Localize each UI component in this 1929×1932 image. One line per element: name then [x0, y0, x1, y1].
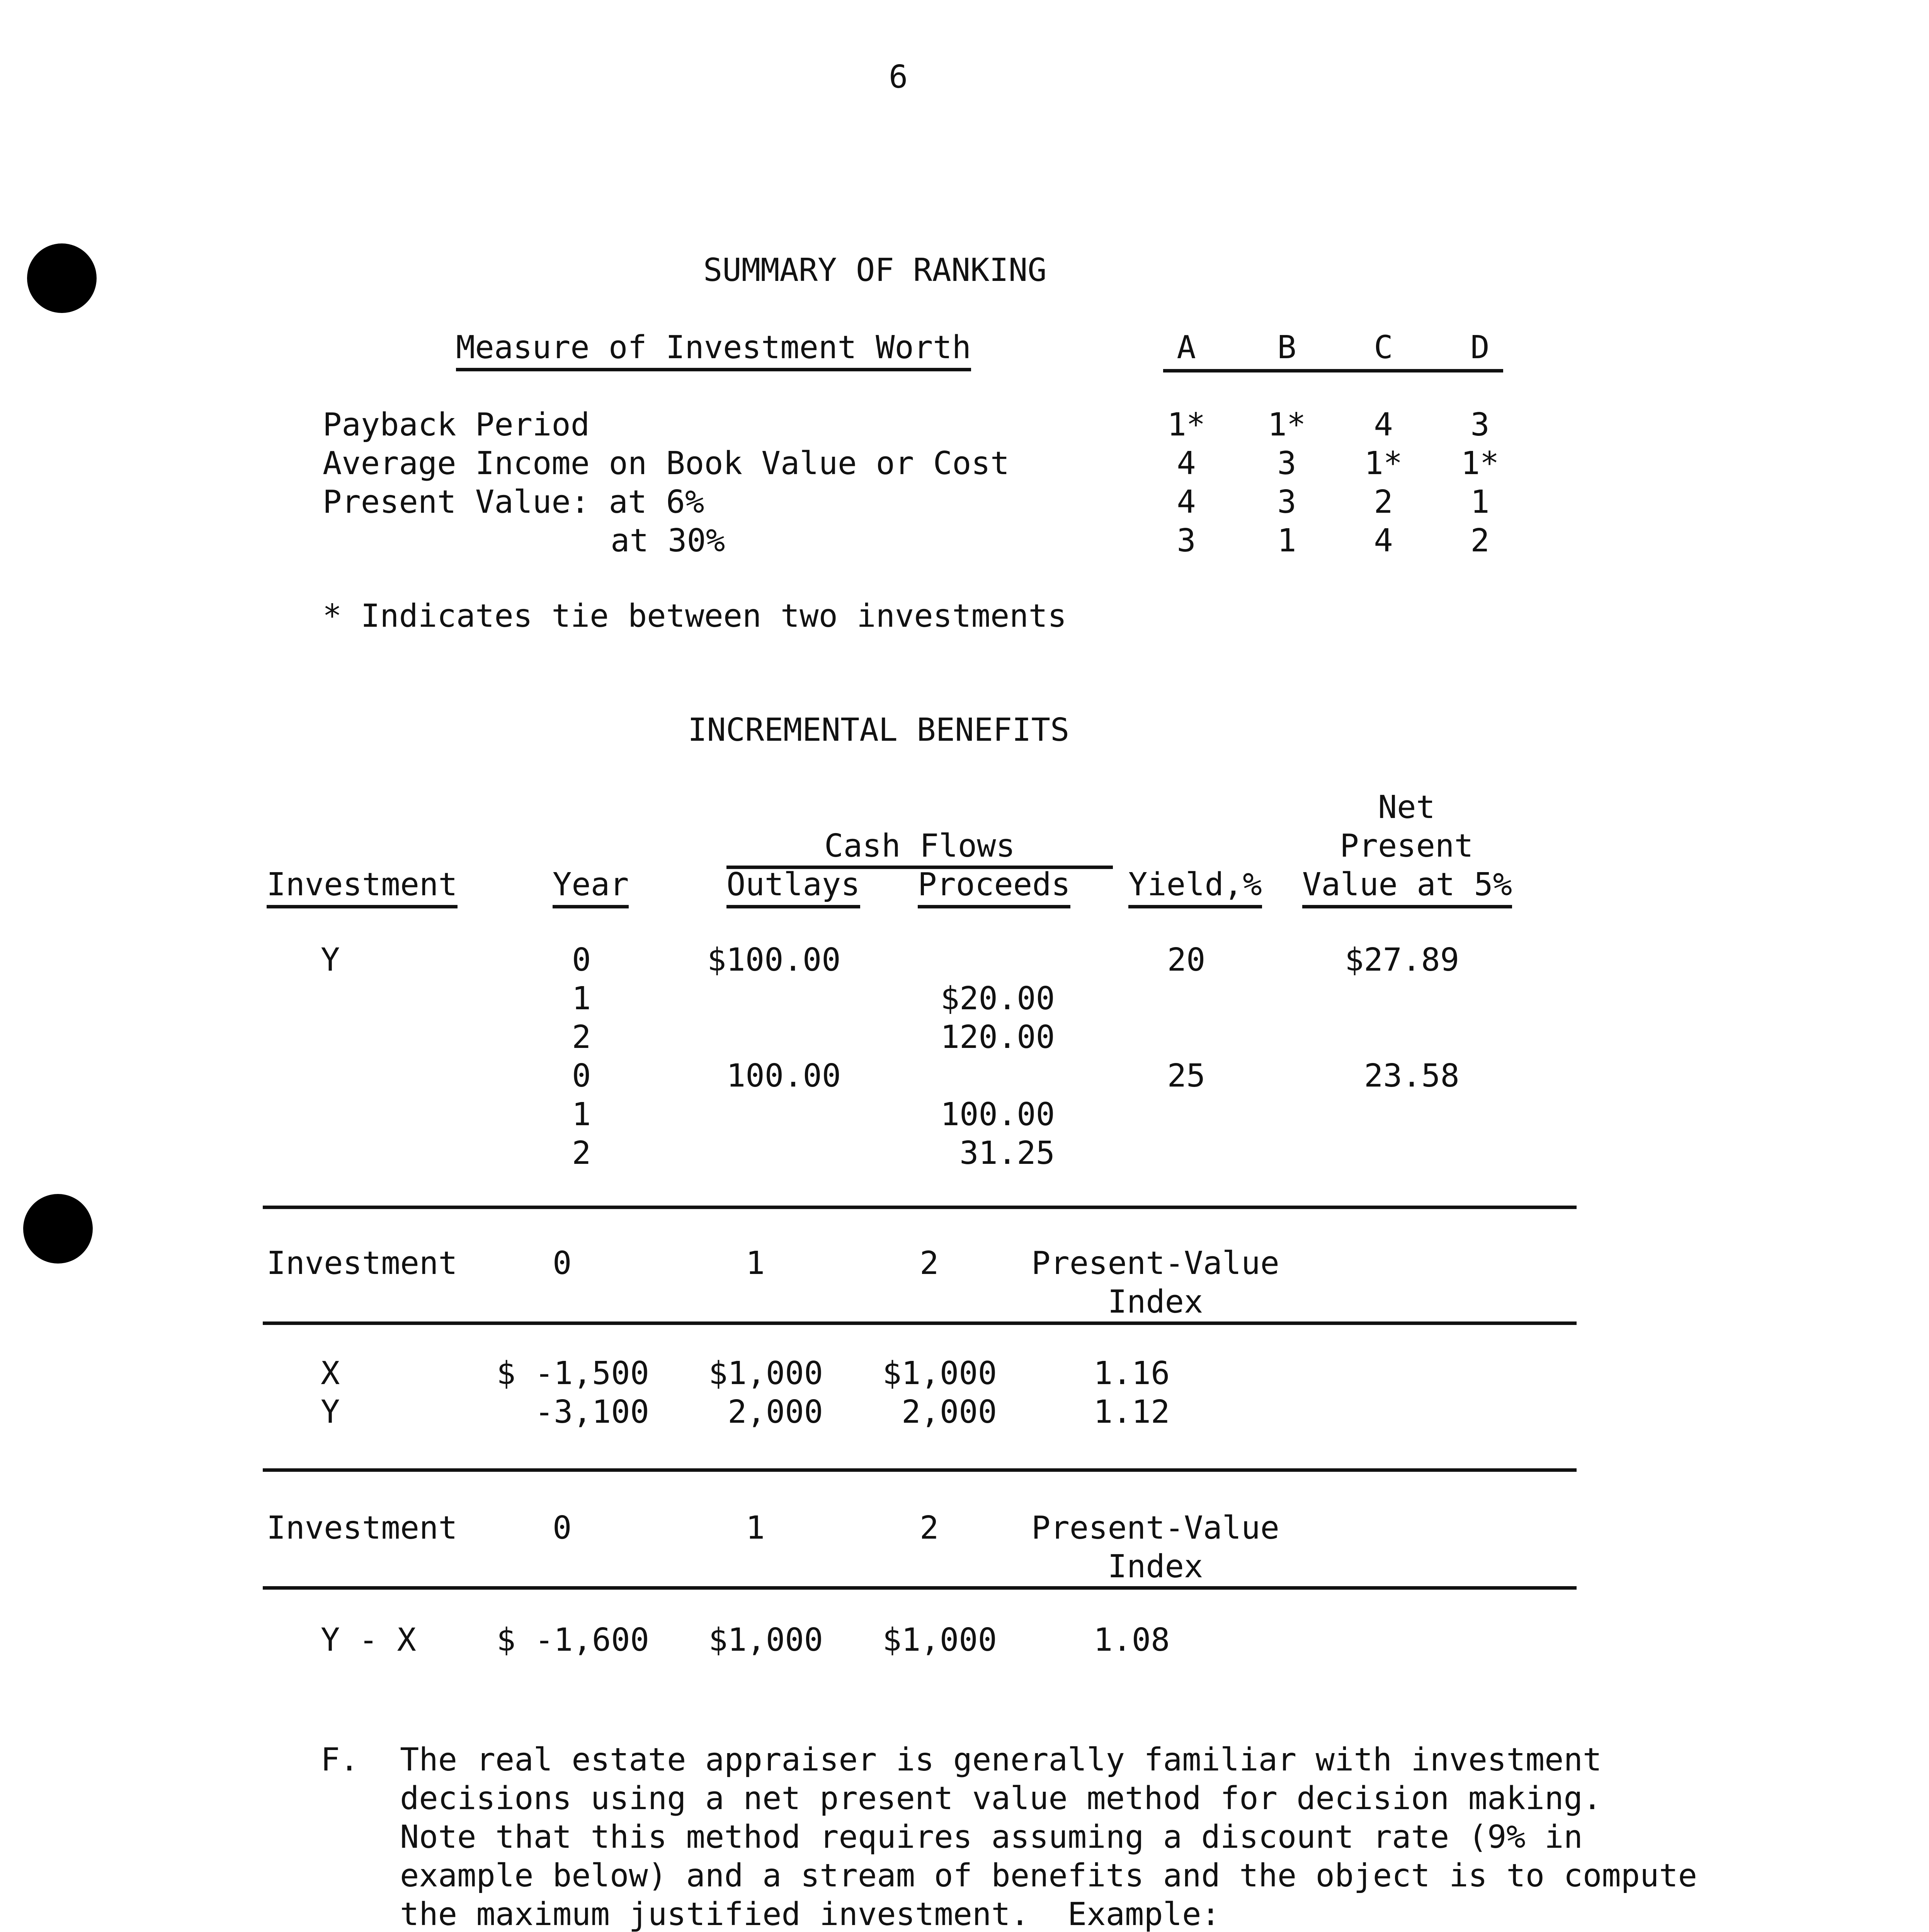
proceeds-cell: 31.25 — [959, 1135, 1055, 1172]
pvi1-year1-cell: $1,000 — [708, 1355, 823, 1392]
rank-d: 3 — [1470, 406, 1490, 443]
rank-d: 1* — [1461, 445, 1499, 482]
cash-flows-header: Cash Flows — [824, 828, 1015, 864]
pvi1-index-header-line1: Present-Value — [1031, 1245, 1279, 1282]
incremental-title: INCREMENTAL BENEFITS — [688, 712, 1070, 748]
rank-b: 1* — [1267, 406, 1306, 443]
pvi1-investment-cell: Y — [321, 1394, 340, 1430]
year-cell: 2 — [572, 1135, 591, 1172]
punch-hole-middle — [23, 1194, 93, 1264]
proceeds-cell: $20.00 — [940, 980, 1055, 1017]
pvi2-investment-header: Investment — [267, 1510, 458, 1546]
paragraph-line: the maximum justified investment. Example: — [400, 1896, 1220, 1932]
pvi1-year0-cell: $ -1,500 — [497, 1355, 649, 1392]
rank-b: 1 — [1277, 522, 1296, 559]
proceeds-cell: 100.00 — [940, 1096, 1055, 1133]
paragraph-line: example below) and a stream of benefits and the object is to compute — [400, 1857, 1698, 1894]
rank-b: 3 — [1277, 484, 1296, 520]
pvi2-index-cell: 1.08 — [1094, 1622, 1170, 1658]
yield-cell: 20 — [1167, 942, 1206, 978]
rank-b: 3 — [1277, 445, 1296, 482]
summary-columns-rule — [1163, 369, 1503, 372]
npv-cell: $27.89 — [1345, 942, 1460, 978]
section-f-label: F. — [321, 1742, 359, 1778]
rank-a: 4 — [1177, 445, 1196, 482]
year-header: Year — [553, 866, 629, 908]
year-cell: 0 — [572, 1058, 591, 1094]
pvi2-year2-header: 2 — [920, 1510, 939, 1546]
npv-header-line1: Net — [1378, 789, 1436, 826]
section-divider — [263, 1206, 1577, 1209]
rank-d: 1 — [1470, 484, 1490, 520]
rank-c: 2 — [1374, 484, 1393, 520]
year-cell: 1 — [572, 1096, 591, 1133]
paragraph-line: decisions using a net present value method for decision making. — [400, 1780, 1602, 1817]
pvi2-year2-cell: $1,000 — [882, 1622, 997, 1658]
row-label: at 30% — [611, 522, 725, 559]
pvi1-investment-cell: X — [321, 1355, 340, 1392]
row-label: Present Value: at 6% — [323, 484, 704, 520]
pvi2-year1-cell: $1,000 — [708, 1622, 823, 1658]
outlays-cell: 100.00 — [726, 1058, 841, 1094]
pvi2-year0-cell: $ -1,600 — [497, 1622, 649, 1658]
col-header-d: D — [1470, 329, 1490, 366]
rank-a: 4 — [1177, 484, 1196, 520]
pvi1-year2-cell: 2,000 — [902, 1394, 997, 1430]
measure-header: Measure of Investment Worth — [456, 328, 971, 371]
summary-footnote: * Indicates tie between two investments — [323, 598, 1067, 634]
pvi1-year0-cell: -3,100 — [534, 1394, 649, 1430]
pvi1-year0-header: 0 — [553, 1245, 572, 1282]
col-header-b: B — [1277, 329, 1296, 366]
rank-a: 1* — [1167, 406, 1206, 443]
investment-cell: Y — [321, 942, 340, 978]
pvi2-year1-header: 1 — [746, 1510, 765, 1546]
pvi1-index-cell: 1.12 — [1094, 1394, 1170, 1430]
col-header-c: C — [1374, 329, 1393, 366]
year-cell: 1 — [572, 980, 591, 1017]
rank-c: 4 — [1374, 406, 1393, 443]
pvi2-year0-header: 0 — [553, 1510, 572, 1546]
yield-cell: 25 — [1167, 1058, 1206, 1094]
pvi1-year1-cell: 2,000 — [728, 1394, 823, 1430]
proceeds-cell: 120.00 — [940, 1019, 1055, 1056]
paragraph-line: Note that this method requires assuming a discount rate (9% in — [400, 1819, 1583, 1855]
pvi1-year1-header: 1 — [746, 1245, 765, 1282]
pvi1-index-header-line2: Index — [1107, 1284, 1203, 1320]
npv-header-line2: Present — [1340, 828, 1473, 864]
rank-a: 3 — [1177, 522, 1196, 559]
proceeds-header: Proceeds — [918, 866, 1070, 908]
pvi-divider — [263, 1468, 1577, 1472]
pvi2-investment-cell: Y - X — [321, 1622, 416, 1658]
year-cell: 2 — [572, 1019, 591, 1056]
pvi1-year2-header: 2 — [920, 1245, 939, 1282]
rank-c: 1* — [1364, 445, 1403, 482]
row-label: Average Income on Book Value or Cost — [323, 445, 1010, 482]
outlays-header: Outlays — [726, 866, 860, 908]
paragraph-line: The real estate appraiser is generally familiar with investment — [400, 1742, 1602, 1778]
pvi1-header-rule — [263, 1321, 1577, 1325]
npv-header-line3: Value at 5% — [1302, 866, 1512, 908]
investment-header: Investment — [267, 866, 458, 908]
npv-cell: 23.58 — [1364, 1058, 1460, 1094]
row-label: Payback Period — [323, 406, 590, 443]
pvi2-index-header-line1: Present-Value — [1031, 1510, 1279, 1546]
summary-title: SUMMARY OF RANKING — [703, 252, 1047, 289]
yield-header: Yield,% — [1128, 866, 1262, 908]
outlays-cell: $100.00 — [707, 942, 841, 978]
rank-d: 2 — [1470, 522, 1490, 559]
col-header-a: A — [1177, 329, 1196, 366]
year-cell: 0 — [572, 942, 591, 978]
pvi1-investment-header: Investment — [267, 1245, 458, 1282]
pvi1-index-cell: 1.16 — [1094, 1355, 1170, 1392]
punch-hole-top — [27, 243, 97, 313]
page-number: 6 — [889, 59, 908, 95]
pvi2-index-header-line2: Index — [1107, 1548, 1203, 1585]
rank-c: 4 — [1374, 522, 1393, 559]
pvi2-header-rule — [263, 1586, 1577, 1590]
pvi1-year2-cell: $1,000 — [882, 1355, 997, 1392]
